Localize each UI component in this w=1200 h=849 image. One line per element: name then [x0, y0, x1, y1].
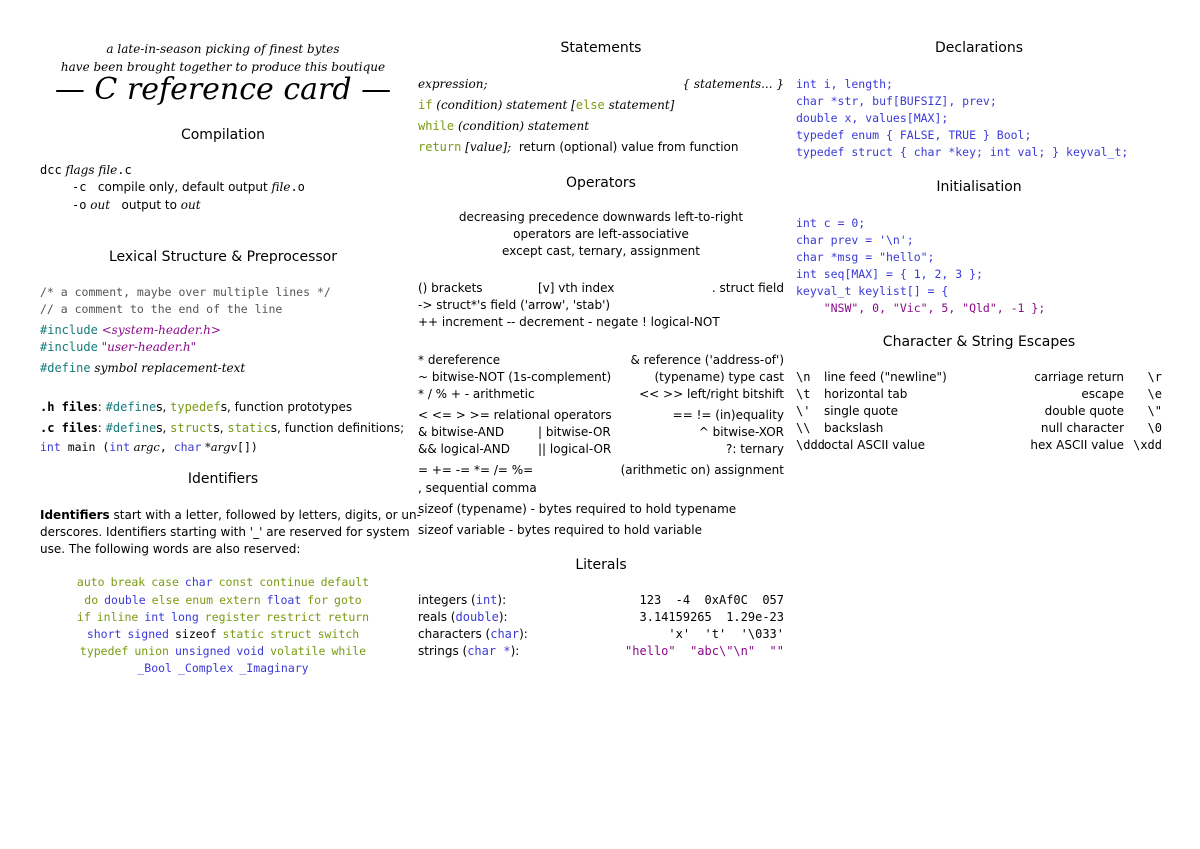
opt-o: -o: [72, 198, 87, 212]
opt-c-desc: compile only, default output: [97, 180, 268, 194]
identifiers-desc-2: derscores. Identifiers starting with '_' are reserved for system: [40, 525, 410, 539]
token: typedef: [170, 400, 221, 414]
literal-row: [418, 593, 784, 607]
keyword: union: [134, 644, 169, 658]
literal-label: reals (: [418, 610, 456, 624]
operator-cell: || logical-OR: [538, 442, 612, 456]
escape-desc: carriage return: [1034, 370, 1124, 384]
sizeof-variable: sizeof variable - bytes required to hold variable: [418, 523, 702, 537]
operator-cell: & reference ('address-of'): [630, 353, 784, 367]
escape-desc: backslash: [824, 421, 884, 435]
token: s,: [156, 400, 171, 414]
h-files-line: .h files: #defines, typedefs, function prototypes: [40, 400, 353, 414]
escape-code: \xdd: [1133, 438, 1162, 452]
literal-row: [418, 610, 784, 624]
operator-cell: | bitwise-OR: [538, 425, 611, 439]
stmt-expression: expression;: [418, 77, 488, 91]
escape-code: \\: [796, 421, 811, 435]
compilation-heading: Compilation: [180, 127, 266, 143]
keyword: long: [171, 610, 199, 624]
keyword: _Complex: [177, 661, 234, 675]
init-line: char prev = '\n';: [796, 233, 914, 247]
escape-code: \0: [1147, 421, 1162, 435]
cmd: dcc: [40, 163, 62, 177]
token: return (optional) value from function: [518, 140, 739, 154]
literal-value: 3.14159265 1.29e-23: [639, 610, 784, 624]
operator-cell: & bitwise-AND: [418, 425, 505, 439]
keyword: struct: [270, 627, 312, 641]
token: int: [109, 440, 131, 454]
operator-cell: ++ increment -- decrement - negate ! logical-NOT: [418, 315, 720, 329]
escape-desc: octal ASCII value: [824, 438, 926, 452]
operator-cell: . struct field: [711, 281, 784, 295]
token: #define: [105, 421, 157, 435]
option-o: [72, 198, 201, 212]
operator-row: [418, 481, 784, 495]
operator-cell: << >> left/right bitshift: [639, 387, 784, 401]
keyword: switch: [317, 627, 360, 641]
literal-close: ):: [519, 627, 528, 641]
escape-desc: hex ASCII value: [1030, 438, 1124, 452]
text: start with a letter, followed by letters, digits, or un-: [109, 508, 421, 522]
tagline-2: have been brought together to produce this boutique: [60, 60, 386, 74]
stmt-block: { statements... }: [682, 77, 784, 91]
stmt-while: [418, 119, 589, 133]
escape-code: \r: [1147, 370, 1162, 384]
keyword: volatile: [270, 644, 326, 658]
literal-type: int: [475, 593, 498, 607]
escape-code: \e: [1147, 387, 1162, 401]
literals-heading: Literals: [575, 557, 627, 573]
define-val: symbol replacement-text: [94, 361, 246, 375]
token: if: [418, 98, 433, 112]
keyword: restrict: [266, 610, 322, 624]
tagline-1: a late-in-season picking of finest bytes: [106, 42, 340, 56]
operator-cell: [v] vth index: [538, 281, 615, 295]
keyword: goto: [334, 593, 362, 607]
escape-code: \": [1147, 404, 1162, 418]
token: s, function definitions;: [270, 421, 405, 435]
token: char: [173, 440, 202, 454]
token: [value];: [461, 140, 512, 154]
literal-value: "hello" "abc\"\n" "": [625, 644, 784, 658]
escape-row: [796, 370, 1162, 384]
token: (condition) statement: [454, 119, 590, 133]
option-c: [72, 180, 305, 194]
escape-desc: single quote: [824, 404, 898, 418]
include-val: "user-header.h": [101, 340, 197, 354]
token: s,: [156, 421, 171, 435]
page-title: — C reference card —: [54, 72, 392, 107]
literal-type: double: [455, 610, 499, 624]
operator-cell: ?: ternary: [725, 442, 784, 456]
keyword: signed: [127, 627, 169, 641]
declaration-line: typedef struct { char *key; int val; } keyval_t;: [796, 145, 1129, 159]
c-files-line: .c files: #defines, structs, statics, function definitions;: [40, 421, 405, 435]
operator-row: [418, 442, 784, 456]
main-signature: [40, 440, 258, 454]
token: main (: [60, 440, 110, 454]
escape-desc: escape: [1081, 387, 1124, 401]
escape-desc: line feed ("newline"): [824, 370, 947, 384]
token: ,: [159, 440, 174, 454]
keyword: double: [104, 593, 146, 607]
operator-row: [418, 408, 784, 422]
token: return: [418, 140, 462, 154]
statements-heading: Statements: [560, 40, 642, 56]
init-line: int c = 0;: [796, 216, 866, 230]
keyword: inline: [96, 610, 139, 624]
token: while: [418, 119, 455, 133]
opt-c-ext: .o: [290, 180, 305, 194]
h-files-label: .h files: [40, 400, 98, 414]
keyword: register: [204, 610, 261, 624]
token: s, function prototypes: [220, 400, 353, 414]
literal-value: 123 -4 0xAf0C 057: [639, 593, 784, 607]
keyword: short: [86, 627, 122, 641]
escape-row: [796, 438, 1162, 452]
include-kw: #include: [40, 340, 98, 354]
keyword: sizeof: [174, 627, 217, 641]
declaration-line: typedef enum { FALSE, TRUE } Bool;: [796, 128, 1032, 142]
escape-code: \': [796, 404, 811, 418]
identifiers-heading: Identifiers: [187, 471, 259, 487]
operator-cell: ^ bitwise-XOR: [698, 425, 784, 439]
lexical-heading: Lexical Structure & Preprocessor: [108, 249, 338, 265]
comment-multiline: /* a comment, maybe over multiple lines */: [40, 285, 331, 299]
operator-cell: == != (in)equality: [672, 408, 784, 422]
init-line: char *msg = "hello";: [796, 250, 935, 264]
escape-row: [796, 387, 1162, 401]
token: int: [40, 440, 61, 454]
keyword: float: [266, 593, 302, 607]
opt-c-file: file: [271, 180, 291, 194]
operator-cell: * dereference: [418, 353, 501, 367]
define-line: [40, 361, 245, 375]
operator-row: [418, 281, 784, 295]
comment-line: // a comment to the end of the line: [40, 302, 283, 316]
escape-desc: horizontal tab: [824, 387, 908, 401]
token: argc: [130, 440, 160, 454]
keyword: do: [84, 593, 99, 607]
operators-note-1: decreasing precedence downwards left-to-right: [458, 210, 744, 224]
keyword: default: [320, 575, 370, 589]
escape-code: \n: [796, 370, 811, 384]
literal-close: ):: [510, 644, 520, 658]
opt-o-desc: output to: [121, 198, 177, 212]
literal-row: [418, 627, 784, 641]
cmd-ext: .c: [117, 163, 132, 177]
operator-row: [418, 298, 784, 312]
opt-o-arg: out: [90, 198, 111, 212]
escape-row: [796, 404, 1162, 418]
operator-cell: () brackets: [418, 281, 483, 295]
literal-type: char *: [467, 644, 511, 658]
token: static: [227, 421, 271, 435]
init-line: "NSW", 0, "Vic", 5, "Qld", -1 };: [796, 301, 1046, 315]
keyword: auto: [76, 575, 105, 589]
declaration-line: int i, length;: [796, 77, 893, 91]
init-line: int seq[MAX] = { 1, 2, 3 };: [796, 267, 983, 281]
operator-row: [418, 370, 784, 384]
token: []): [237, 440, 258, 454]
declarations-heading: Declarations: [934, 40, 1023, 56]
define-kw: #define: [40, 361, 91, 375]
keyword: const: [218, 575, 254, 589]
operator-row: [418, 315, 784, 329]
declaration-line: double x, values[MAX];: [796, 111, 949, 125]
operator-cell: , sequential comma: [418, 481, 537, 495]
keyword: enum: [185, 593, 214, 607]
keyword: if: [76, 610, 91, 624]
compile-command: [40, 163, 132, 177]
escape-row: [796, 421, 1162, 435]
stmt-if: [418, 98, 674, 112]
operator-cell: ~ bitwise-NOT (1s-complement): [418, 370, 612, 384]
operators-note-2: operators are left-associative: [513, 227, 689, 241]
literal-label: strings (: [418, 644, 468, 658]
literal-close: ):: [497, 593, 507, 607]
include-kw: #include: [40, 323, 98, 337]
operator-cell: && logical-AND: [418, 442, 510, 456]
literal-row: [418, 644, 784, 658]
keyword-row: [40, 661, 406, 675]
operator-row: [418, 387, 784, 401]
declaration-line: char *str, buf[BUFSIZ], prev;: [796, 94, 997, 108]
keyword: int: [144, 610, 166, 624]
opt-o-desc-arg: out: [180, 198, 201, 212]
stmt-return: [418, 140, 739, 154]
cmd-args: flags file: [65, 163, 118, 177]
escape-code: \ddd: [796, 438, 825, 452]
initialisation-heading: Initialisation: [936, 179, 1022, 195]
literal-value: 'x' 't' '\033': [668, 627, 784, 641]
literal-label: characters (: [418, 627, 491, 641]
keyword: break: [110, 575, 146, 589]
keyword: char: [184, 575, 213, 589]
literal-type: char: [490, 627, 520, 641]
keyword: static: [222, 627, 265, 641]
escape-desc: null character: [1040, 421, 1124, 435]
keyword: while: [331, 644, 367, 658]
token: *argv: [201, 440, 238, 454]
operators-note-3: except cast, ternary, assignment: [502, 244, 700, 258]
keyword-row: [40, 610, 406, 624]
keyword-row: [40, 593, 406, 607]
keyword: unsigned: [174, 644, 231, 658]
operator-cell: -> struct*'s field ('arrow', 'stab'): [418, 298, 611, 312]
operator-cell: (typename) type cast: [654, 370, 784, 384]
operator-cell: = += -= *= /= %=: [418, 463, 534, 477]
token: else: [575, 98, 605, 112]
operator-row: [418, 425, 784, 439]
keyword: extern: [219, 593, 261, 607]
token: s,: [213, 421, 228, 435]
opt-c: -c: [72, 180, 87, 194]
keyword: void: [236, 644, 265, 658]
operator-row: [418, 463, 784, 477]
token: statement]: [604, 98, 675, 112]
keyword-row: [40, 575, 406, 589]
operator-cell: * / % + - arithmetic: [418, 387, 535, 401]
sizeof-typename: sizeof (typename) - bytes required to hold typename: [418, 502, 737, 516]
token: #define: [105, 400, 157, 414]
keyword: continue: [259, 575, 315, 589]
keyword-row: [40, 644, 406, 658]
keyword: _Imaginary: [239, 661, 309, 675]
keyword: return: [327, 610, 370, 624]
escapes-heading: Character & String Escapes: [882, 334, 1076, 350]
literal-close: ):: [498, 610, 508, 624]
escape-desc: double quote: [1044, 404, 1124, 418]
include-val: <system-header.h>: [101, 323, 221, 337]
token: struct: [170, 421, 214, 435]
token: (condition) statement [: [432, 98, 576, 112]
escape-code: \t: [796, 387, 811, 401]
identifiers-desc-1: [40, 508, 421, 522]
operator-row: [418, 353, 784, 367]
literal-label: integers (: [418, 593, 476, 607]
identifiers-desc-3: use. The following words are also reserved:: [40, 542, 301, 556]
c-files-label: .c files: [40, 421, 98, 435]
keyword: typedef: [79, 644, 129, 658]
keyword-row: [40, 627, 406, 641]
keyword: case: [151, 575, 179, 589]
operator-cell: < <= > >= relational operators: [418, 408, 612, 422]
include-system: [40, 323, 221, 337]
operator-cell: (arithmetic on) assignment: [620, 463, 784, 477]
keyword: else: [151, 593, 180, 607]
keyword: for: [307, 593, 329, 607]
init-line: keyval_t keylist[] = {: [796, 284, 949, 298]
operators-heading: Operators: [566, 175, 636, 191]
identifiers-bold: Identifiers: [40, 508, 110, 522]
include-user: [40, 340, 196, 354]
keyword: _Bool: [137, 661, 172, 675]
